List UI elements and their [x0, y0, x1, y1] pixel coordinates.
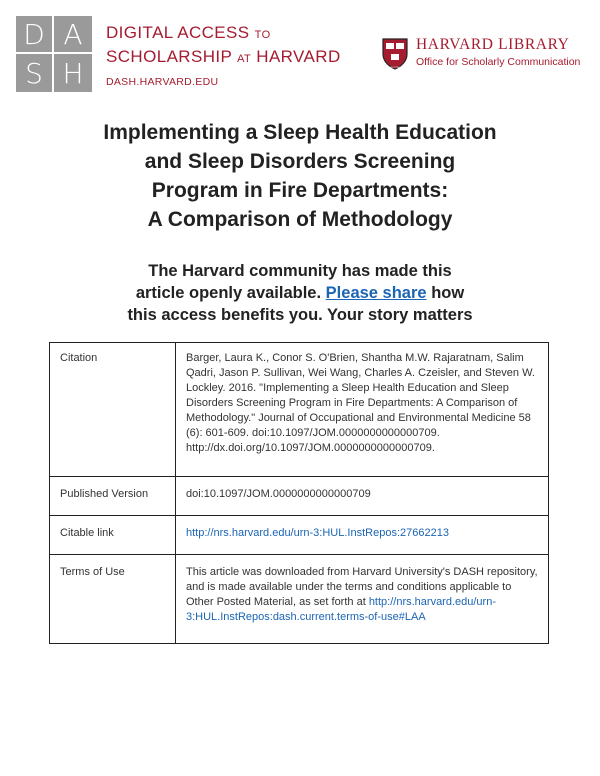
- dash-logo-letter: D: [16, 16, 54, 54]
- table-row: [50, 516, 549, 555]
- published-version-label: Published Version: [50, 477, 176, 516]
- dash-logo-letter: H: [62, 56, 84, 90]
- published-version-value: doi:10.1097/JOM.0000000000000709: [176, 477, 549, 516]
- article-title: [40, 118, 560, 234]
- title-line: Implementing a Sleep Health Education: [103, 121, 497, 144]
- terms-of-use-cell: [176, 555, 549, 644]
- citable-link[interactable]: http://nrs.harvard.edu/urn-3:HUL.InstRepos:27662213: [186, 527, 449, 539]
- dash-logo-letter: S: [16, 54, 54, 92]
- harvard-library-title: HARVARD LIBRARY: [416, 36, 570, 53]
- citation-value: Barger, Laura K., Conor S. O'Brien, Shantha M.W. Rajaratnam, Salim Qadri, Jason P. Sullivan, Wei Wang, Charles A. Czeisler, and Steven W. Lockley. 2016. "Implementing a Sleep Health Education and Sleep Disorders Screening Program in Fire Departments: A Comparison of Methodology." Journal of Occupational and Environmental Medicine 58 (6): 601-609. doi:10.1097/JOM.0000000000000709. http://dx.doi.org/10.1097/JOM.0000000000000709.: [176, 343, 549, 477]
- citable-link-label: Citable link: [50, 516, 176, 555]
- table-row: [50, 343, 549, 477]
- dash-line1: DIGITAL ACCESS TO: [106, 23, 271, 42]
- harvard-library-wordmark: [416, 36, 580, 68]
- terms-of-use-label: Terms of Use: [50, 555, 176, 644]
- harvard-shield-icon: [382, 38, 408, 70]
- title-line: Program in Fire Departments:: [151, 179, 449, 202]
- dash-line2: SCHOLARSHIP AT HARVARD: [106, 47, 341, 66]
- shield-motto: VE RI TAS: [390, 67, 400, 69]
- community-line3: this access benefits you. Your story matters: [127, 306, 473, 324]
- community-message: [60, 260, 540, 326]
- metadata-table: [49, 342, 549, 644]
- title-line: A Comparison of Methodology: [147, 208, 453, 231]
- table-row: [50, 477, 549, 516]
- terms-of-use-link[interactable]: http://nrs.harvard.edu/urn-3:HUL.InstRepos:dash.current.terms-of-use#LAA: [186, 596, 496, 623]
- harvard-library-subtitle: Office for Scholarly Communication: [416, 56, 581, 68]
- terms-of-use-text: This article was downloaded from Harvard University's DASH repository, and is made available under the terms and conditions applicable to Other Posted Material, as set forth at: [186, 566, 538, 608]
- community-line1: The Harvard community has made this: [148, 262, 452, 280]
- citation-label: Citation: [50, 343, 176, 477]
- dash-logo-letter: A: [54, 16, 92, 54]
- dash-wordmark: [106, 22, 341, 88]
- title-line: and Sleep Disorders Screening: [144, 150, 456, 173]
- table-row: [50, 555, 549, 644]
- citable-link-cell: [176, 516, 549, 555]
- please-share-link[interactable]: Please share: [325, 284, 427, 302]
- community-line2: article openly available. Please share how: [135, 284, 465, 302]
- dash-logo: [16, 16, 92, 92]
- dash-url-link[interactable]: DASH.HARVARD.EDU: [106, 76, 219, 88]
